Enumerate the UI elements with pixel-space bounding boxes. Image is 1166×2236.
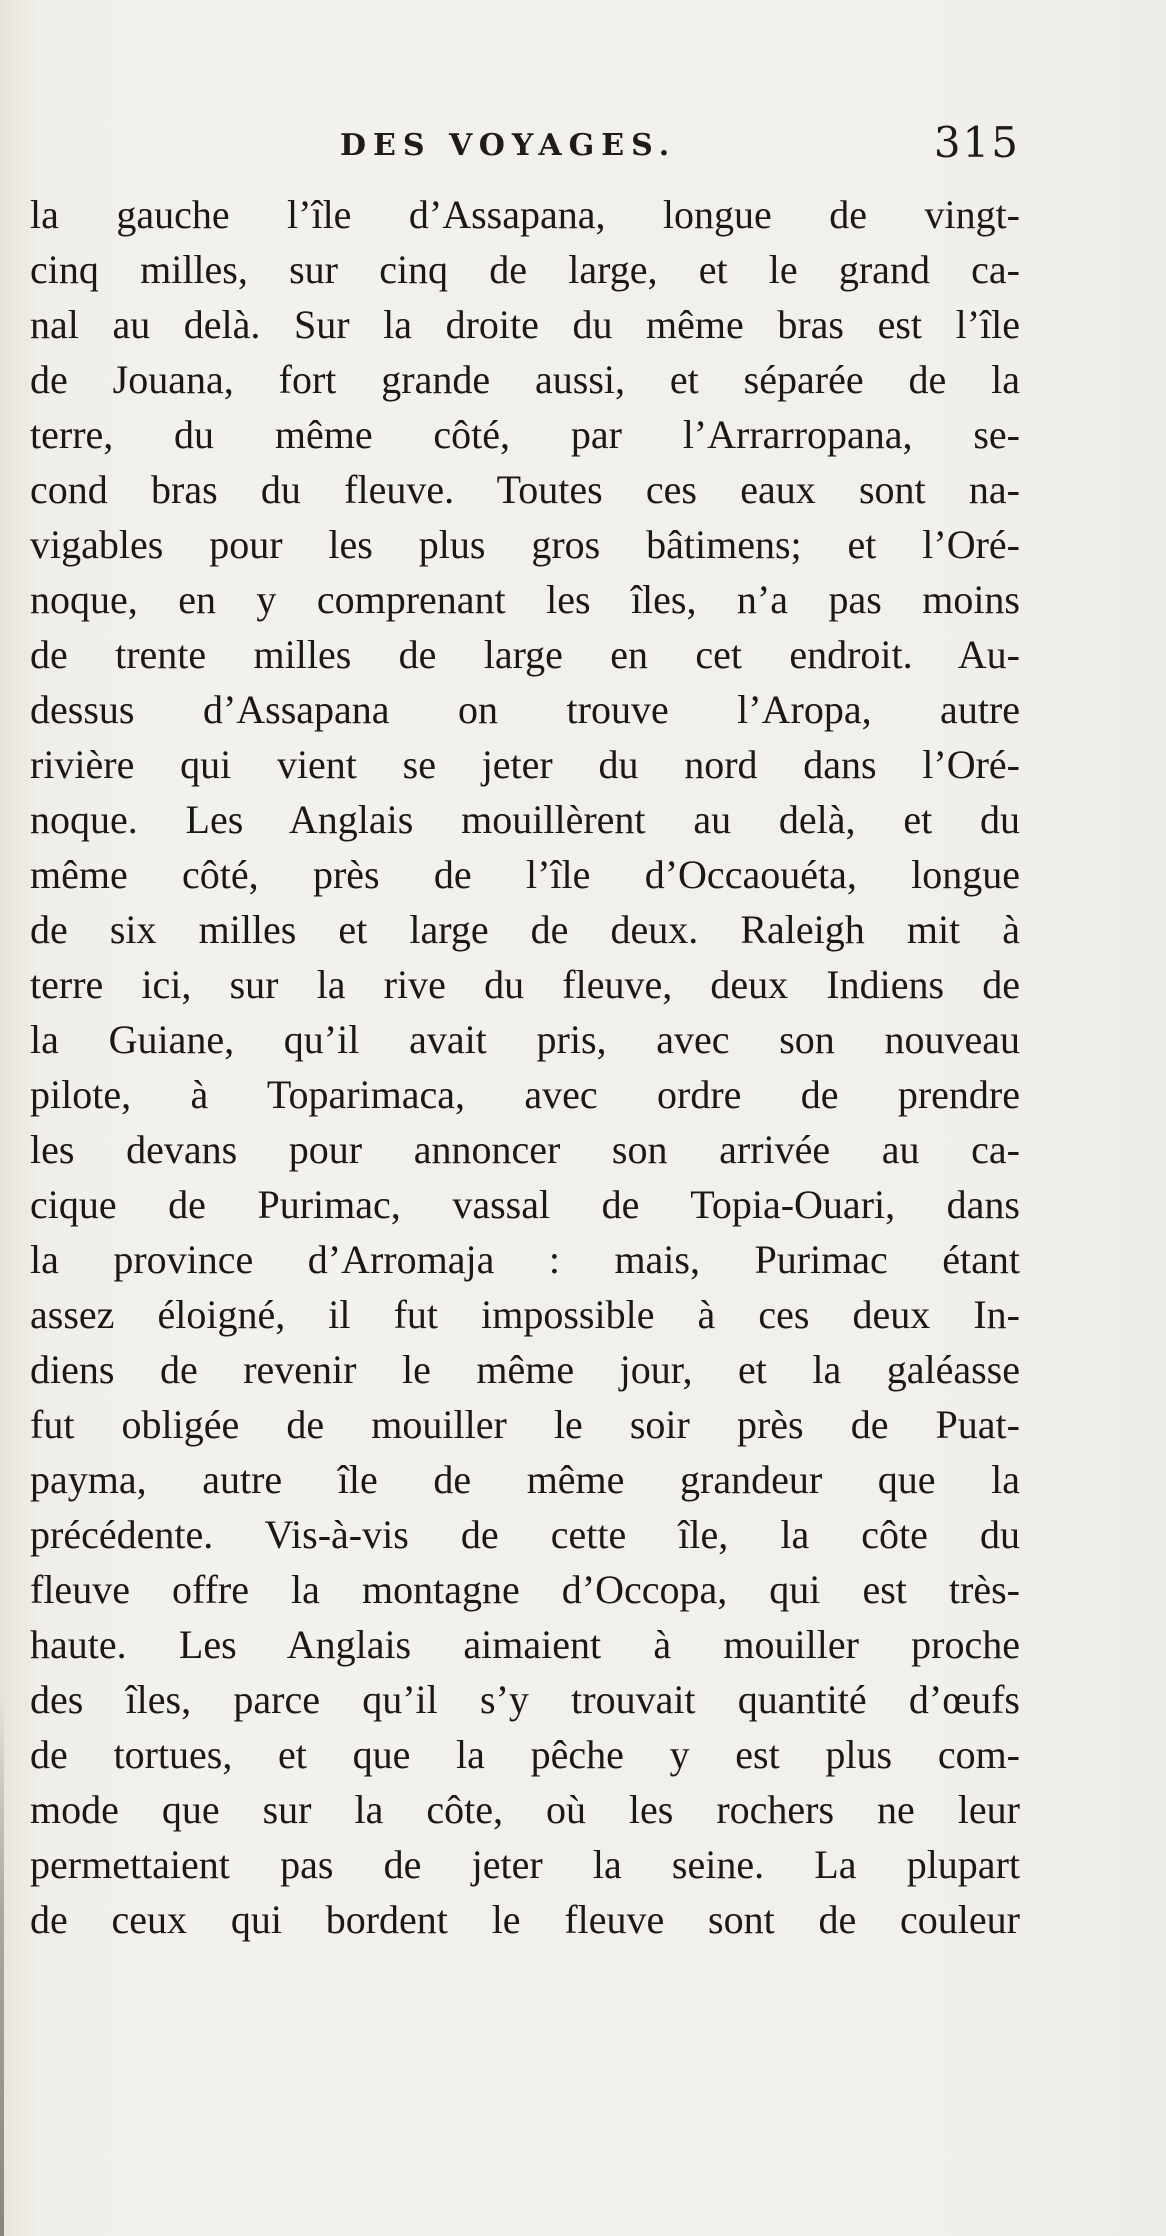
text-line: terre ici, sur la rive du fleuve, deux Indiens de	[30, 962, 1020, 1007]
text-line: de trente milles de large en cet endroit. Au-	[30, 632, 1020, 677]
text-line: noque, en y comprenant les îles, n’a pas moins	[30, 577, 1020, 622]
text-line: noque. Les Anglais mouillèrent au delà, et du	[30, 797, 1020, 842]
page-number: 315	[933, 118, 1020, 167]
text-line: même côté, près de l’île d’Occaouéta, longue	[30, 852, 1020, 897]
page-header	[30, 118, 1020, 178]
text-line: la Guiane, qu’il avait pris, avec son nouveau	[30, 1017, 1020, 1062]
text-line: fleuve offre la montagne d’Occopa, qui est très-	[30, 1567, 1020, 1612]
text-line: de six milles et large de deux. Raleigh mit à	[30, 907, 1020, 952]
text-line: mode que sur la côte, où les rochers ne leur	[30, 1787, 1020, 1832]
text-line: cond bras du fleuve. Toutes ces eaux sont na-	[30, 467, 1020, 512]
text-line: des îles, parce qu’il s’y trouvait quantité d’œufs	[30, 1677, 1020, 1722]
text-line: cinq milles, sur cinq de large, et le grand ca-	[30, 247, 1020, 292]
body-text	[30, 187, 1020, 1947]
text-line: fut obligée de mouiller le soir près de Puat-	[30, 1402, 1020, 1447]
text-line: payma, autre île de même grandeur que la	[30, 1457, 1020, 1502]
running-title: DES VOYAGES.	[340, 128, 677, 163]
text-line: la gauche l’île d’Assapana, longue de vingt-	[30, 192, 1020, 237]
text-line: assez éloigné, il fut impossible à ces deux In-	[30, 1292, 1020, 1337]
text-line: terre, du même côté, par l’Arrarropana, se-	[30, 412, 1020, 457]
text-line: cique de Purimac, vassal de Topia-Ouari, dans	[30, 1182, 1020, 1227]
text-line: diens de revenir le même jour, et la galéasse	[30, 1347, 1020, 1392]
text-line: de Jouana, fort grande aussi, et séparée de la	[30, 357, 1020, 402]
text-line: de ceux qui bordent le fleuve sont de couleur	[30, 1897, 1020, 1942]
text-line: rivière qui vient se jeter du nord dans l’Oré-	[30, 742, 1020, 787]
binding-edge-shadow	[0, 1690, 4, 2236]
text-line: permettaient pas de jeter la seine. La plupart	[30, 1842, 1020, 1887]
text-line: les devans pour annoncer son arrivée au ca-	[30, 1127, 1020, 1172]
text-line: nal au delà. Sur la droite du même bras est l’île	[30, 302, 1020, 347]
text-line: la province d’Arromaja : mais, Purimac étant	[30, 1237, 1020, 1282]
text-line: vigables pour les plus gros bâtimens; et l’Oré-	[30, 522, 1020, 567]
text-line: haute. Les Anglais aimaient à mouiller proche	[30, 1622, 1020, 1667]
text-line: de tortues, et que la pêche y est plus com-	[30, 1732, 1020, 1777]
text-line: dessus d’Assapana on trouve l’Aropa, autre	[30, 687, 1020, 732]
text-line: précédente. Vis-à-vis de cette île, la côte du	[30, 1512, 1020, 1557]
text-line: pilote, à Toparimaca, avec ordre de prendre	[30, 1072, 1020, 1117]
